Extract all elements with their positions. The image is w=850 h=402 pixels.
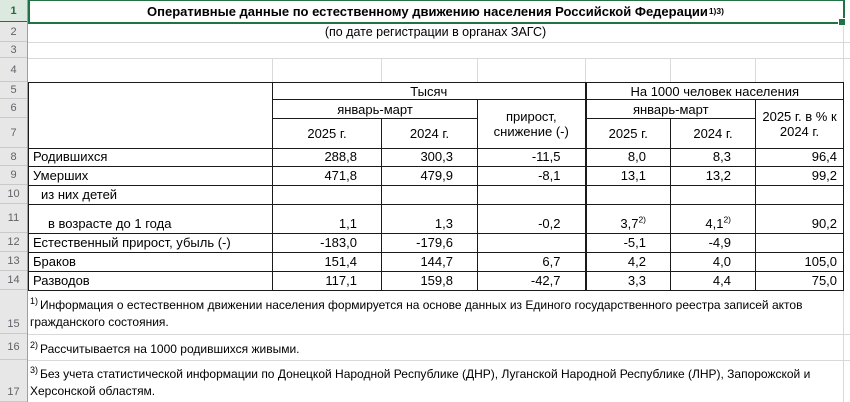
gridline [755, 58, 756, 82]
row-label-cell[interactable]: из них детей [29, 186, 273, 205]
table-cell[interactable] [756, 234, 844, 253]
row-number-gutter [0, 0, 28, 402]
table-cell[interactable]: 479,9 [382, 167, 478, 186]
table-cell[interactable]: -0,2 [478, 205, 586, 234]
table-cell[interactable]: -11,5 [478, 149, 586, 167]
table-cell[interactable]: -183,0 [273, 234, 382, 253]
table-cell[interactable]: 105,0 [756, 253, 844, 272]
header-per-1000[interactable]: На 1000 человек населения [586, 83, 844, 100]
table-cell[interactable] [478, 234, 586, 253]
table-cell[interactable]: 471,8 [273, 167, 382, 186]
table-cell[interactable]: -5,1 [586, 234, 671, 253]
footnote-1[interactable]: $^{1)}$ Информация о естественном движении населения формируется на основе данных из Единого государственного реестра записей актов гражданского состояния. [30, 296, 803, 329]
gridline [670, 58, 671, 82]
table-cell[interactable]: 96,4 [756, 149, 844, 167]
header-growth[interactable]: прирост, снижение (-) [478, 100, 586, 149]
table-cell[interactable]: 1,3 [382, 205, 478, 234]
row-number[interactable]: 16 [0, 334, 27, 360]
table-cell[interactable]: -42,7 [478, 272, 586, 291]
row-number[interactable]: 4 [0, 58, 27, 82]
stub-cell[interactable] [29, 83, 273, 149]
table-cell[interactable]: 151,4 [273, 253, 382, 272]
row-number[interactable]: 14 [0, 271, 27, 290]
footnote-2[interactable]: $^{2)}$ Рассчитывается на 1000 родившихся живыми. [30, 340, 300, 356]
row-number[interactable]: 13 [0, 252, 27, 271]
row-number[interactable]: 7 [0, 118, 27, 148]
table-cell[interactable]: 13,2 [671, 167, 756, 186]
table-row [29, 253, 844, 272]
table-cell[interactable] [671, 186, 756, 205]
subtitle: (по дате регистрации в органах ЗАГС) [324, 25, 547, 39]
table-row [29, 186, 844, 205]
table-cell[interactable]: 3,7$^{2)}$ [586, 205, 671, 234]
table-cell[interactable] [382, 186, 478, 205]
row-number[interactable]: 11 [0, 204, 27, 233]
statistics-table [28, 82, 844, 291]
header-year-2025-thousands[interactable]: 2025 г. [273, 119, 382, 149]
table-cell[interactable]: 6,7 [478, 253, 586, 272]
table-cell[interactable]: 3,3 [586, 272, 671, 291]
row-number[interactable]: 1 [0, 0, 27, 22]
footnote-3[interactable]: $^{3)}$ Без учета статистической информации по Донецкой Народной Республике (ДНР), Луганской Народной Республике (ЛНР), Запорожской и Херсонской областям. [30, 365, 811, 398]
title-cell[interactable] [28, 0, 843, 22]
table-row [29, 205, 844, 234]
table-cell[interactable] [273, 186, 382, 205]
table-cell[interactable]: 4,0 [671, 253, 756, 272]
table-cell[interactable]: 159,8 [382, 272, 478, 291]
table-cell[interactable] [586, 186, 671, 205]
table-row [29, 272, 844, 291]
row-label-cell[interactable]: в возрасте до 1 года [29, 205, 273, 234]
row-label-cell[interactable]: Браков [29, 253, 273, 272]
row-number[interactable]: 15 [0, 290, 27, 334]
table-cell[interactable] [478, 186, 586, 205]
table-cell[interactable]: 288,8 [273, 149, 382, 167]
header-thousands[interactable]: Тысяч [273, 83, 586, 100]
table-cell[interactable]: -179,6 [382, 234, 478, 253]
row-label-cell[interactable]: Родившихся [29, 149, 273, 167]
row-number[interactable]: 3 [0, 42, 27, 58]
header-year-2024-thousands[interactable]: 2024 г. [382, 119, 478, 149]
table-row [29, 234, 844, 253]
table-cell[interactable]: 1,1 [273, 205, 382, 234]
gridline [28, 42, 850, 43]
subtitle-cell[interactable] [28, 22, 843, 42]
gridline [585, 58, 586, 82]
row-number[interactable]: 8 [0, 148, 27, 166]
row-number[interactable]: 5 [0, 82, 27, 99]
table-cell[interactable]: 4,2 [586, 253, 671, 272]
row-number[interactable]: 12 [0, 233, 27, 252]
table-cell[interactable]: 4,4 [671, 272, 756, 291]
gridline [272, 58, 273, 82]
table-row [29, 167, 844, 186]
gridline [28, 58, 850, 59]
table-row [29, 149, 844, 167]
header-pct[interactable]: 2025 г. в % к 2024 г. [756, 100, 844, 149]
row-number[interactable]: 10 [0, 185, 27, 204]
row-number[interactable]: 2 [0, 22, 27, 42]
gridline [477, 58, 478, 82]
table-cell[interactable]: 300,3 [382, 149, 478, 167]
row-label-cell[interactable]: Разводов [29, 272, 273, 291]
table-cell[interactable]: 99,2 [756, 167, 844, 186]
table-cell[interactable]: 4,1$^{2)}$ [671, 205, 756, 234]
gridline [381, 58, 382, 82]
table-cell[interactable]: -4,9 [671, 234, 756, 253]
table-cell[interactable]: 90,2 [756, 205, 844, 234]
row-number[interactable]: 6 [0, 99, 27, 118]
row-number[interactable]: 9 [0, 166, 27, 185]
header-period-thousands[interactable]: январь-март [273, 100, 478, 119]
page-title: Оперативные данные по естественному движению населения Российской Федерации [147, 3, 708, 19]
header-period-per-1000[interactable]: январь-март [586, 100, 756, 119]
table-cell[interactable]: 8,0 [586, 149, 671, 167]
table-cell[interactable]: -8,1 [478, 167, 586, 186]
table-cell[interactable]: 117,1 [273, 272, 382, 291]
row-number[interactable]: 17 [0, 360, 27, 402]
row-label-cell[interactable]: Естественный прирост, убыль (-) [29, 234, 273, 253]
header-year-2025-per-1000[interactable]: 2025 г. [586, 119, 671, 149]
header-year-2024-per-1000[interactable]: 2024 г. [671, 119, 756, 149]
table-cell[interactable]: 144,7 [382, 253, 478, 272]
table-cell[interactable] [756, 186, 844, 205]
table-cell[interactable]: 8,3 [671, 149, 756, 167]
title-footnote-marks: 1)3) [708, 6, 724, 16]
table-cell[interactable]: 75,0 [756, 272, 844, 291]
gridline [28, 334, 850, 335]
gridline [28, 360, 850, 361]
table-cell[interactable]: 13,1 [586, 167, 671, 186]
row-label-cell[interactable]: Умерших [29, 167, 273, 186]
